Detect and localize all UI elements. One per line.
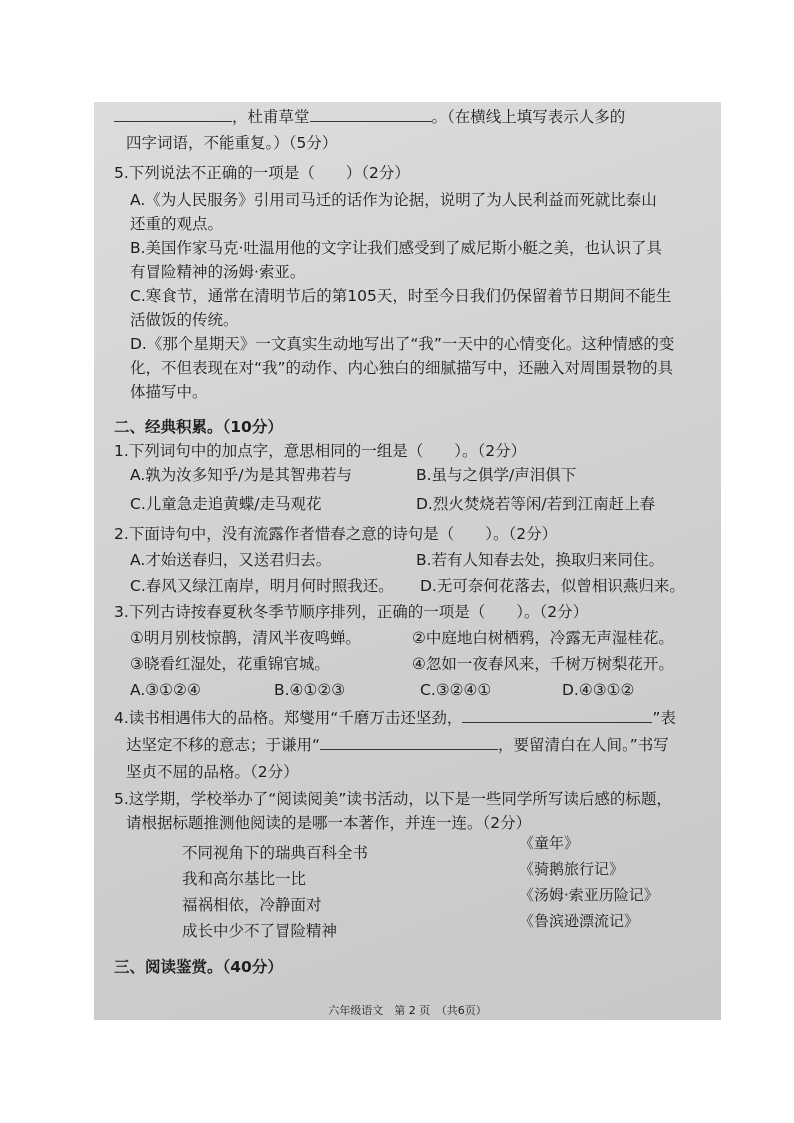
s2q3-stem: 3.下列古诗按春夏秋冬季节顺序排列，正确的一项是（ ）。（2分）	[114, 603, 589, 621]
s2q3-option-b: B.④①②③	[274, 681, 346, 699]
top-line-2: 四字词语，不能重复。）（5分）	[126, 134, 338, 152]
s2q5-book-3[interactable]: 《汤姆·索亚历险记》	[519, 886, 659, 904]
text: 4.读书相遇伟大的品格。郑燮用“千磨万击还坚劲，	[114, 709, 463, 727]
q5-option-a: A.《为人民服务》引用司马迁的话作为论据，说明了为人民利益而死就比泰山	[130, 191, 657, 209]
text: 达坚定不移的意志；于谦用“	[126, 736, 321, 754]
s2q5-title-2[interactable]: 我和高尔基比一比	[182, 870, 307, 888]
s2q5-book-4[interactable]: 《鲁滨逊漂流记》	[519, 912, 640, 930]
section-3-title: 三、阅读鉴赏。（40分）	[114, 958, 283, 976]
s2q2-option-d: D.无可奈何花落去，似曾相识燕归来。	[420, 577, 685, 595]
text: ”表	[652, 709, 676, 727]
s2q4-line-3: 坚贞不屈的品格。（2分）	[126, 763, 299, 781]
q5-stem: 5.下列说法不正确的一项是（ ）（2分）	[114, 164, 410, 182]
s2q1-option-c: C.儿童急走追黄蝶/走马观花	[130, 495, 322, 513]
q5-option-b-cont: 有冒险精神的汤姆·索亚。	[130, 263, 306, 281]
s2q5-title-3[interactable]: 福祸相依，冷静面对	[182, 896, 322, 914]
s2q3-option-c: C.③②④①	[420, 681, 492, 699]
top-line-1	[114, 104, 721, 130]
answer-blank[interactable]	[320, 733, 498, 750]
s2q1-option-d: D.烈火焚烧若等闲/若到江南赶上春	[416, 495, 656, 513]
q5-option-b: B.美国作家马克·吐温用他的文字让我们感受到了威尼斯小艇之美，也认识了具	[130, 239, 662, 257]
s2q4-line-1	[114, 705, 721, 731]
s2q2-option-b: B.若有人知春去处，换取归来同住。	[416, 551, 665, 569]
s2q2-option-a: A.才始送春归，又送君归去。	[130, 551, 332, 569]
text: ，要留清白在人间。”书写	[498, 736, 669, 754]
q5-option-c-cont: 活做饭的传统。	[130, 311, 239, 329]
s2q3-poem-1: ①明月别枝惊鹊，清风半夜鸣蝉。	[130, 629, 361, 647]
q5-option-d-cont2: 体描写中。	[130, 383, 208, 401]
s2q2-option-c: C.春风又绿江南岸，明月何时照我还。	[130, 577, 394, 595]
q5-option-c: C.寒食节，通常在清明节后的第105天，时至今日我们仍保留着节日期间不能生	[130, 287, 672, 305]
exam-page	[94, 102, 721, 1020]
s2q3-poem-4: ④忽如一夜春风来，千树万树梨花开。	[412, 655, 674, 673]
s2q3-option-d: D.④③①②	[562, 681, 635, 699]
answer-blank[interactable]	[114, 105, 232, 122]
text: ，杜甫草堂	[232, 108, 310, 126]
s2q1-option-a: A.孰为汝多知乎/为是其智弗若与	[130, 466, 352, 484]
s2q1-option-b: B.虽与之俱学/声泪俱下	[416, 466, 577, 484]
section-2-title: 二、经典积累。（10分）	[114, 418, 283, 436]
s2q5-book-2[interactable]: 《骑鹅旅行记》	[519, 860, 625, 878]
s2q5-title-1[interactable]: 不同视角下的瑞典百科全书	[182, 844, 369, 862]
s2q3-poem-2: ②中庭地白树栖鸦，冷露无声湿桂花。	[412, 629, 674, 647]
answer-blank[interactable]	[310, 105, 432, 122]
s2q4-line-2	[126, 732, 721, 758]
s2q2-stem: 2.下面诗句中，没有流露作者惜春之意的诗句是（ ）。（2分）	[114, 525, 558, 543]
s2q5-line-1: 5.这学期，学校举办了“阅读阅美”读书活动，以下是一些同学所写读后感的标题，	[114, 790, 672, 808]
s2q5-title-4[interactable]: 成长中少不了冒险精神	[182, 922, 338, 940]
q5-option-d-cont: 化，不但表现在对“我”的动作、内心独白的细腻描写中，还融入对周围景物的具	[130, 359, 674, 377]
text: 。（在横线上填写表示人多的	[431, 108, 626, 126]
answer-blank[interactable]	[462, 706, 652, 723]
s2q5-line-2: 请根据标题推测他阅读的是哪一本著作，并连一连。（2分）	[126, 814, 532, 832]
q5-option-a-cont: 还重的观点。	[130, 215, 224, 233]
s2q5-book-1[interactable]: 《童年》	[519, 834, 580, 852]
s2q3-poem-3: ③晓看红湿处，花重锦官城。	[130, 655, 330, 673]
s2q1-stem: 1.下列词句中的加点字，意思相同的一组是（ ）。（2分）	[114, 442, 527, 460]
page-footer: 六年级语文 第 2 页 （共6页）	[328, 1004, 487, 1017]
s2q3-option-a: A.③①②④	[130, 681, 201, 699]
q5-option-d: D.《那个星期天》一文真实生动地写出了“我”一天中的心情变化。这种情感的变	[130, 335, 675, 353]
